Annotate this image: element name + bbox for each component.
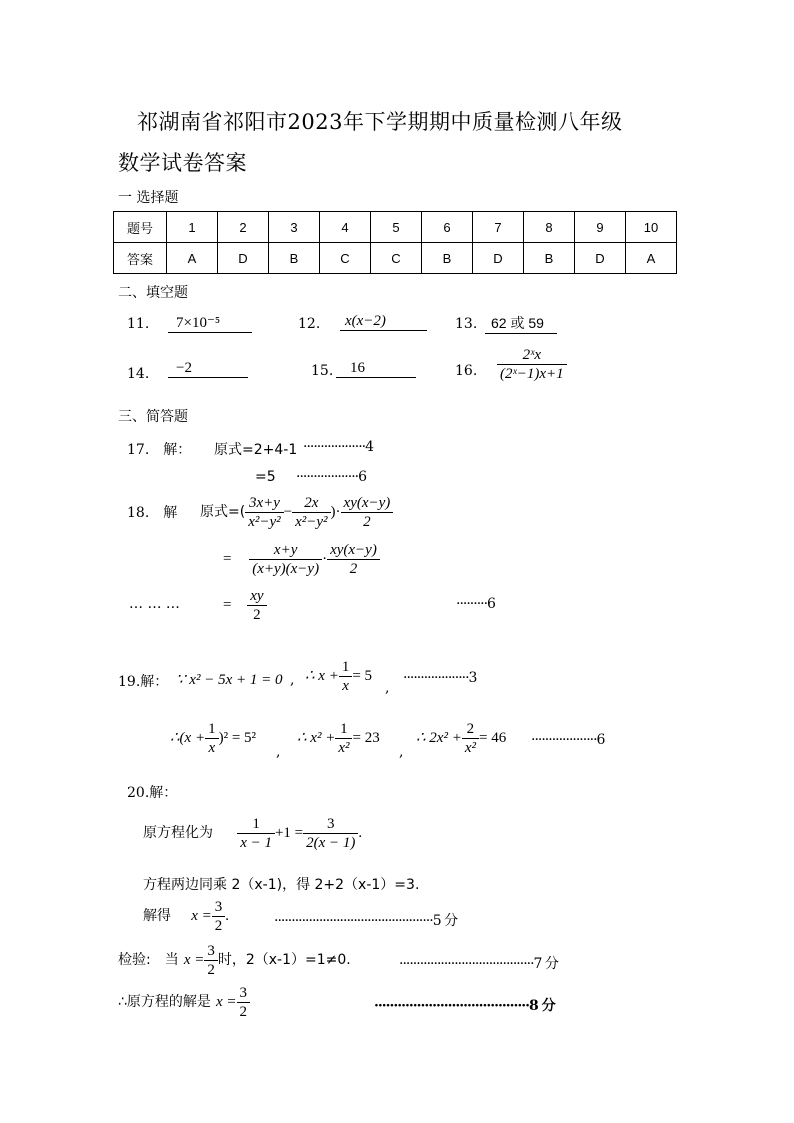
q20-b-den: 2(x − 1) xyxy=(303,833,358,852)
q18-f1-den: x²−y² xyxy=(245,512,283,531)
q18-label: 18. 解 xyxy=(127,505,178,521)
q20-line1: 原方程化为 $\frac{1}{x - 1}$ +1 = $\frac{3}{2(x - 1)}$ . xyxy=(143,816,363,851)
q19-line2b xyxy=(297,720,380,757)
section-short-heading: 三、简答题 xyxy=(118,409,188,425)
q17-label: 17. 解： xyxy=(127,442,192,458)
q19-comma4: , xyxy=(399,744,404,760)
q20-line3: 解得 x = $\frac{3}{2}$ . xyxy=(143,899,229,934)
q20-score5: ··············································5 分 xyxy=(274,913,458,929)
table-cell: C xyxy=(320,243,371,274)
q20-b-num: 3 xyxy=(327,816,335,832)
q18-eq: = xyxy=(223,550,232,567)
q18-score: ·········6 xyxy=(456,596,495,612)
q12-number: 12. xyxy=(298,316,321,332)
table-cell: 3 xyxy=(269,212,320,243)
q20-check xyxy=(118,942,351,979)
table-cell: B xyxy=(269,243,320,274)
q18-line3 xyxy=(223,587,267,624)
table-row-numbers xyxy=(114,212,677,243)
table-cell: D xyxy=(218,243,269,274)
q18-prefix: 原式=( xyxy=(200,503,246,520)
q19-comma2: , xyxy=(385,680,390,696)
table-cell: D xyxy=(473,243,524,274)
q19-frac-den: x xyxy=(339,676,353,695)
q20-score8: ········································8 分 xyxy=(374,998,555,1014)
q16-numerator: 2ˣx xyxy=(522,347,542,363)
q19-score1: ···················3 xyxy=(403,670,477,686)
table-row-answers xyxy=(114,243,677,274)
q19-l2c-num: 2 xyxy=(466,721,475,737)
q19-eq5: = 5 xyxy=(352,667,373,684)
page-title: 祁湖南省祁阳市2023年下学期期中质量检测八年级 xyxy=(137,110,623,134)
table-cell: A xyxy=(626,243,677,274)
q18-f2-den: x²−y² xyxy=(292,512,330,531)
table-cell: C xyxy=(371,243,422,274)
q20-mid: +1 = xyxy=(274,824,304,841)
q19-line2a xyxy=(170,720,256,757)
q15-answer: 16 xyxy=(336,360,416,378)
q20-x-num: 3 xyxy=(214,899,223,915)
q19-l2b-den: x² xyxy=(335,738,352,757)
q16-denominator: (2ˣ−1)x+1 xyxy=(497,364,567,383)
table-cell: 9 xyxy=(575,212,626,243)
q19-l2c-pre: ∴ 2x² + xyxy=(416,729,462,746)
q20-check-num: 3 xyxy=(207,943,215,959)
q19-l2a-post: )² = 5² xyxy=(218,729,257,746)
table-cell: D xyxy=(575,243,626,274)
q18-f1-num: 3x+y xyxy=(248,495,280,511)
q20-a-num: 1 xyxy=(252,816,260,832)
q19-l2c-post: = 46 xyxy=(478,729,507,746)
q11-number: 11. xyxy=(127,316,150,332)
q19-l2a-num: 1 xyxy=(208,721,216,737)
q20-x-eq: x = xyxy=(191,907,212,924)
q20-line2: 方程两边同乘 2（x-1)，得 2+2（x-1）=3. xyxy=(143,877,420,893)
q14-answer: −2 xyxy=(168,360,248,378)
q13-number: 13. xyxy=(455,316,478,332)
q18-g2-den: 2 xyxy=(327,559,380,578)
q18-ellipsis: … … … xyxy=(129,596,180,612)
table-cell: B xyxy=(422,243,473,274)
q18-g1-num: x+y xyxy=(273,542,298,558)
table-cell: 4 xyxy=(320,212,371,243)
q18-line2: = $\frac{x+y}{(x+y)(x-y)}$ · $\frac{xy(x-y)}{2}$ xyxy=(223,541,380,578)
q20-a-den: x − 1 xyxy=(237,833,275,852)
q20-check-den: 2 xyxy=(204,960,218,979)
q19-l2c-den: x² xyxy=(462,738,479,757)
table-cell: 10 xyxy=(626,212,677,243)
q18-f3-num: xy(x−y) xyxy=(343,495,391,511)
q14-number: 14. xyxy=(127,366,150,382)
q20-score7: ·······································7 分 xyxy=(399,956,558,972)
q20-final-den: 2 xyxy=(237,1002,251,1021)
q20-final-x: x = xyxy=(216,993,237,1010)
q19-therefore1 xyxy=(305,658,372,695)
q19-label: 19.解： xyxy=(118,674,169,690)
table-row-label: 题号 xyxy=(114,212,167,243)
q20-final-num: 3 xyxy=(239,985,248,1001)
q19-l2b-post: = 23 xyxy=(352,729,380,746)
q17-score2: ··················6 xyxy=(296,469,367,485)
q19-line2c xyxy=(416,720,506,757)
q18-g2-num: xy(x−y) xyxy=(330,542,377,558)
q18-h-den: 2 xyxy=(247,605,266,624)
q19-therefore1-text: ∴ x + xyxy=(305,667,339,684)
q20-final xyxy=(118,984,250,1021)
q11-answer: 7×10⁻⁵ xyxy=(168,313,252,333)
q18-f3-den: 2 xyxy=(341,512,394,531)
table-cell: 7 xyxy=(473,212,524,243)
answer-table xyxy=(113,211,677,274)
q17-line2: =5 xyxy=(255,469,276,485)
q17-line1: 原式=2+4-1 xyxy=(214,442,298,458)
q18-line1: 原式=( $\frac{3x+y}{\text{x²−y²}}$ − $\frac{2x}{\text{x²−y²}}$ )· $\frac{xy(x-y)}{2}$ xyxy=(200,494,393,531)
q16-number: 16. xyxy=(455,363,478,379)
q20-line1-pre: 原方程化为 xyxy=(143,824,213,841)
page-subtitle: 数学试卷答案 xyxy=(118,151,247,175)
q18-g1-den: (x+y)(x−y) xyxy=(249,559,322,578)
q19-score2: ···················6 xyxy=(531,732,605,748)
q19-frac-num: 1 xyxy=(341,659,350,675)
q19-comma1: , xyxy=(290,672,295,688)
q18-h-num: xy xyxy=(250,588,264,604)
q18-f2-num: 2x xyxy=(304,495,319,511)
q16-answer xyxy=(497,346,567,383)
q15-number: 15. xyxy=(311,363,334,379)
q12-answer: x(x−2) xyxy=(340,313,427,331)
table-cell: A xyxy=(167,243,218,274)
table-cell: B xyxy=(524,243,575,274)
q20-label: 20.解： xyxy=(127,785,178,801)
q20-final-pre: ∴原方程的解是 xyxy=(118,993,211,1010)
table-cell: 1 xyxy=(167,212,218,243)
table-cell: 8 xyxy=(524,212,575,243)
table-cell: 6 xyxy=(422,212,473,243)
section-choice-heading: 一 选择题 xyxy=(118,190,179,206)
q20-check-x: x = xyxy=(183,951,205,968)
section-fill-heading: 二、填空题 xyxy=(118,285,188,301)
table-cell: 5 xyxy=(371,212,422,243)
q19-l2a-pre: ∴(x + xyxy=(170,729,206,746)
table-cell: 2 xyxy=(218,212,269,243)
q17-score1: ··················4 xyxy=(303,439,374,455)
q19-l2b-pre: ∴ x² + xyxy=(297,729,336,746)
q19-l2b-num: 1 xyxy=(340,721,348,737)
table-row-label: 答案 xyxy=(114,243,167,274)
q20-check-post: 时，2（x-1）=1≠0. xyxy=(217,951,351,968)
q18-eq3: = xyxy=(223,596,232,613)
q19-l2a-den: x xyxy=(205,738,219,757)
q20-x-den: 2 xyxy=(212,916,226,935)
q19-comma3: , xyxy=(276,744,281,760)
q20-check-pre: 检验: 当 xyxy=(118,951,179,968)
q19-because: ∵ x² − 5x + 1 = 0 xyxy=(176,672,283,688)
q20-line3-pre: 解得 xyxy=(143,907,171,924)
q13-answer: 62 或 59 xyxy=(485,313,557,334)
